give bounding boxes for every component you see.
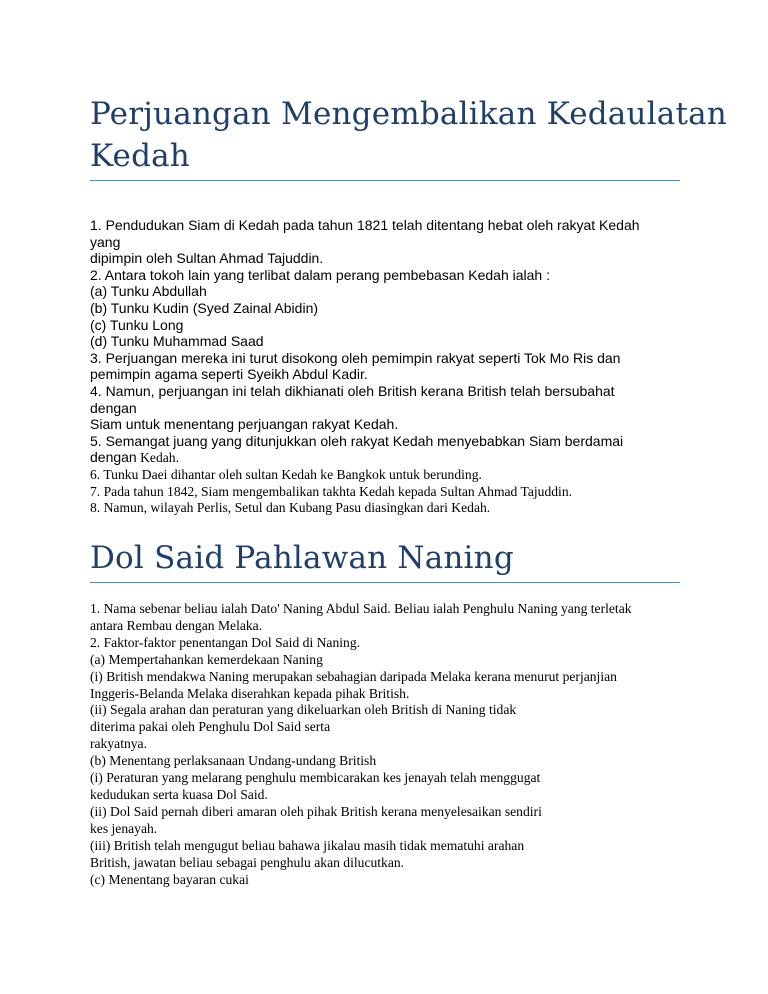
text-line	[90, 449, 680, 467]
heading-line: Dol Said Pahlawan Naning	[90, 540, 514, 576]
text-line: dengan	[90, 399, 137, 416]
text-line: 7. Pada tahun 1842, Siam mengembalikan takhta Kedah kepada Sultan Ahmad Tajuddin.	[90, 483, 573, 499]
text-line: (a) Mempertahankan kemerdekaan Naning	[90, 651, 323, 667]
text-line: kes jenayah.	[90, 820, 158, 836]
heading-underline	[90, 180, 680, 181]
text-line: yang	[90, 233, 121, 250]
text-line: (a) Tunku Abdullah	[90, 283, 207, 300]
section-heading	[90, 537, 680, 579]
section-body	[90, 601, 680, 888]
text-line: (ii) Dol Said pernah diberi amaran oleh pihak British kerana menyelesaikan sendiri	[90, 803, 542, 819]
text-line: 3. Perjuangan mereka ini turut disokong oleh pemimpin rakyat seperti Tok Mo Ris dan	[90, 349, 621, 366]
text-line: Inggeris-Belanda Melaka diserahkan kepada pihak British.	[90, 685, 410, 701]
text-line: pemimpin agama seperti Syeikh Abdul Kadir.	[90, 366, 368, 383]
section-dol-said	[90, 537, 680, 888]
text-line: 8. Namun, wilayah Perlis, Setul dan Kubang Pasu diasingkan dari Kedah.	[90, 500, 491, 516]
text-line: (d) Tunku Muhammad Saad	[90, 333, 264, 350]
text-line: diterima pakai oleh Penghulu Dol Said serta	[90, 719, 331, 735]
text-line: 5. Semangat juang yang ditunjukkan oleh rakyat Kedah menyebabkan Siam berdamai	[90, 432, 624, 449]
text-line: (b) Menentang perlaksanaan Undang-undang British	[90, 753, 377, 769]
text-line: (iii) British telah mengugut beliau bahawa jikalau masih tidak mematuhi arahan	[90, 837, 525, 853]
text-line: 2. Antara tokoh lain yang terlibat dalam perang pembebasan Kedah ialah :	[90, 266, 550, 283]
text-line: kedudukan serta kuasa Dol Said.	[90, 786, 268, 802]
text-line: British, jawatan beliau sebagai penghulu akan dilucutkan.	[90, 854, 405, 870]
text-line: 1. Nama sebenar beliau ialah Dato' Naning Abdul Said. Beliau ialah Penghulu Naning yang terletak	[90, 601, 632, 616]
section-heading	[90, 93, 727, 177]
text-line: (ii) Segala arahan dan peraturan yang dikeluarkan oleh British di Naning tidak	[90, 702, 517, 718]
heading-underline	[90, 582, 680, 583]
text-run: Kedah.	[136, 450, 179, 466]
section-body	[90, 217, 680, 517]
text-line: 6. Tunku Daei dihantar oleh sultan Kedah ke Bangkok untuk berunding.	[90, 466, 482, 482]
text-line: rakyatnya.	[90, 736, 147, 752]
text-line: (c) Tunku Long	[90, 316, 184, 333]
text-line: (i) Peraturan yang melarang penghulu membicarakan kes jenayah telah menggugat	[90, 770, 541, 786]
text-line: (c) Menentang bayaran cukai	[90, 871, 249, 887]
text-line: 4. Namun, perjuangan ini telah dikhianati oleh British kerana British telah bersubahat	[90, 382, 615, 399]
heading-line: Perjuangan Mengembalikan Kedaulatan	[90, 96, 727, 132]
heading-line: Kedah	[90, 138, 190, 174]
text-line: dipimpin oleh Sultan Ahmad Tajuddin.	[90, 250, 324, 267]
text-line: 1. Pendudukan Siam di Kedah pada tahun 1821 telah ditentang hebat oleh rakyat Kedah	[90, 217, 640, 233]
section-kedah	[90, 93, 727, 517]
text-line: (i) British mendakwa Naning merupakan sebahagian daripada Melaka kerana menurut perjanjian	[90, 668, 617, 684]
text-line: 2. Faktor-faktor penentangan Dol Said di Naning.	[90, 634, 361, 650]
text-line: antara Rembau dengan Melaka.	[90, 617, 263, 633]
text-line: (b) Tunku Kudin (Syed Zainal Abidin)	[90, 299, 319, 316]
text-run: dengan	[90, 449, 137, 466]
text-line: Siam untuk menentang perjuangan rakyat Kedah.	[90, 416, 399, 433]
